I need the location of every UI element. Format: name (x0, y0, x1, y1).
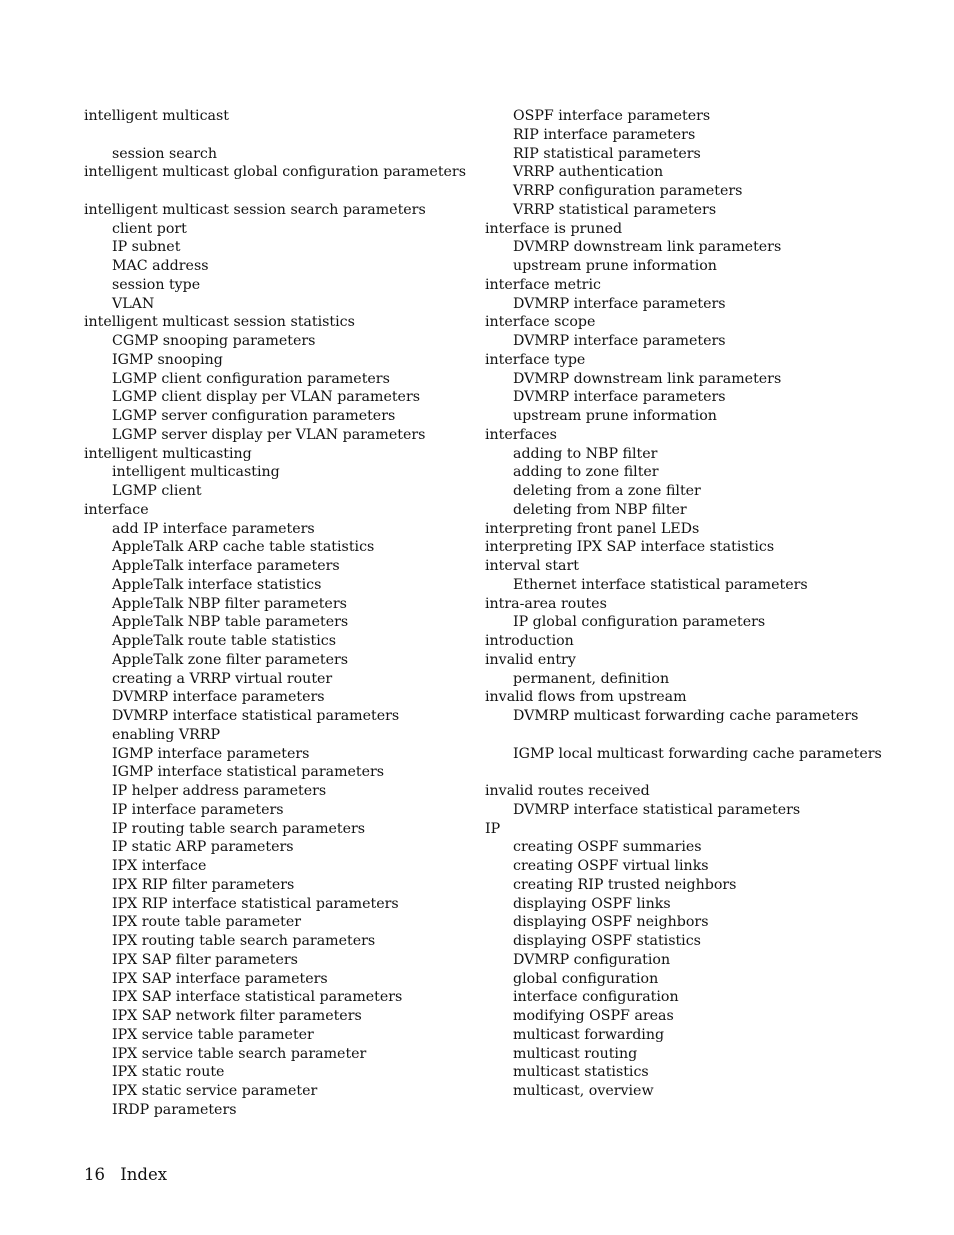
index-subentry: VRRP configuration parameters (513, 183, 743, 199)
index-subentry: RIP interface parameters (513, 126, 696, 143)
index-subentry: IRDP parameters (112, 1101, 237, 1118)
index-subentry: AppleTalk ARP cache table statistics (112, 539, 375, 556)
index-subentry: IPX RIP interface statistical parameters (112, 895, 399, 912)
index-subentry: IPX interface (112, 858, 207, 874)
index-subentry: AppleTalk interface statistics (112, 576, 322, 593)
index-subentry: displaying OSPF neighbors (513, 914, 709, 931)
index-subentry: IGMP interface statistical parameters (112, 764, 385, 781)
index-subentry: upstream prune information (513, 408, 717, 424)
index-subentry: IPX SAP filter parameters (112, 951, 298, 968)
index-subentry: IPX RIP filter parameters (112, 876, 295, 893)
index-subentry: LGMP client configuration parameters (112, 370, 390, 387)
index-subentry: LGMP client (112, 483, 202, 499)
index-entry: invalid entry (485, 651, 576, 668)
index-subentry: session search (112, 145, 217, 162)
index-subentry: modifying OSPF areas (513, 1008, 674, 1024)
blank-line (84, 182, 474, 201)
index-subentry: IP subnet (112, 239, 181, 256)
index-subentry: IP static ARP parameters (112, 839, 294, 856)
index-subentry: AppleTalk route table statistics (112, 633, 336, 649)
blank-line (485, 763, 925, 782)
index-subentry: IPX service table search parameter (112, 1045, 367, 1062)
page-number: 16 (84, 1165, 105, 1184)
index-subentry: DVMRP interface parameters (513, 389, 726, 406)
index-entry: interface metric (485, 276, 601, 293)
index-subentry: IGMP local multicast forwarding cache parameters (513, 745, 882, 762)
index-entry: interface type (485, 351, 586, 368)
page-footer (84, 1165, 167, 1184)
index-entry: invalid flows from upstream (485, 689, 687, 706)
index-entry: intelligent multicast (84, 108, 229, 124)
index-subentry: DVMRP downstream link parameters (513, 239, 782, 256)
index-subentry: DVMRP interface parameters (513, 295, 726, 312)
index-subentry: VLAN (112, 295, 155, 312)
index-subentry: permanent, definition (513, 670, 670, 687)
index-entry: IP (485, 820, 501, 837)
index-entry: intelligent multicast session statistics (84, 314, 355, 331)
index-column-left (84, 107, 474, 1120)
index-entry: intra-area routes (485, 595, 607, 612)
index-subentry: DVMRP interface statistical parameters (112, 708, 400, 724)
index-entry: intelligent multicast session search parameters (84, 201, 426, 218)
index-entry: interface scope (485, 314, 596, 331)
index-subentry: session type (112, 276, 201, 293)
index-entry: invalid routes received (485, 783, 650, 799)
index-subentry: LGMP server configuration parameters (112, 408, 396, 424)
index-subentry: RIP statistical parameters (513, 145, 701, 162)
index-subentry: AppleTalk NBP filter parameters (112, 595, 347, 612)
index-subentry: AppleTalk interface parameters (112, 558, 340, 574)
index-subentry: creating OSPF virtual links (513, 858, 709, 874)
index-entry: interface (84, 501, 149, 518)
index-subentry: CGMP snooping parameters (112, 333, 316, 349)
index-subentry: creating OSPF summaries (513, 839, 702, 856)
index-subentry: LGMP server display per VLAN parameters (112, 426, 426, 443)
index-entry: interval start (485, 558, 579, 574)
index-subentry: IGMP snooping (112, 351, 223, 368)
index-subentry: enabling VRRP (112, 726, 221, 743)
index-subentry: DVMRP interface parameters (112, 689, 325, 706)
index-subentry: Ethernet interface statistical parameters (513, 576, 808, 593)
index-entry: intelligent multicast global configuration parameters (84, 164, 466, 181)
index-subentry: DVMRP configuration (513, 951, 671, 968)
blank-line (485, 726, 925, 745)
index-subentry: DVMRP multicast forwarding cache parameters (513, 708, 859, 724)
index-subentry: adding to zone filter (513, 464, 659, 481)
index-subentry: IPX routing table search parameters (112, 933, 376, 949)
section-title: Index (120, 1165, 168, 1184)
index-subentry: IPX SAP network filter parameters (112, 1008, 362, 1024)
index-subentry: IP routing table search parameters (112, 820, 366, 837)
index-subentry: IP helper address parameters (112, 783, 327, 799)
index-subentry: multicast forwarding (513, 1026, 665, 1043)
index-subentry: AppleTalk zone filter parameters (112, 651, 349, 668)
index-subentry: IPX SAP interface parameters (112, 970, 328, 987)
index-subentry: DVMRP downstream link parameters (513, 370, 782, 387)
index-subentry: creating RIP trusted neighbors (513, 876, 737, 893)
index-subentry: multicast routing (513, 1045, 638, 1062)
index-entry: interpreting front panel LEDs (485, 520, 700, 537)
index-subentry: client port (112, 220, 187, 237)
index-subentry: deleting from NBP filter (513, 501, 687, 518)
index-subentry: VRRP statistical parameters (513, 201, 717, 218)
index-entry: interpreting IPX SAP interface statistics (485, 539, 775, 556)
index-subentry: multicast statistics (513, 1064, 649, 1081)
blank-line (84, 126, 474, 145)
index-subentry: upstream prune information (513, 258, 717, 274)
index-entry: intelligent multicasting (84, 445, 252, 462)
index-subentry: DVMRP interface parameters (513, 333, 726, 349)
index-subentry: IPX service table parameter (112, 1026, 314, 1043)
index-subentry: displaying OSPF statistics (513, 933, 701, 949)
index-subentry: LGMP client display per VLAN parameters (112, 389, 421, 406)
index-subentry: displaying OSPF links (513, 895, 671, 912)
index-subentry: DVMRP interface statistical parameters (513, 801, 801, 818)
index-subentry: intelligent multicasting (112, 464, 280, 481)
index-entry: introduction (485, 633, 574, 649)
index-subentry: OSPF interface parameters (513, 108, 711, 124)
index-subentry: IGMP interface parameters (112, 745, 310, 762)
index-subentry: VRRP authentication (513, 164, 664, 181)
index-subentry: deleting from a zone filter (513, 483, 701, 499)
index-subentry: add IP interface parameters (112, 520, 315, 537)
index-subentry: interface configuration (513, 989, 679, 1006)
index-column-right (485, 107, 925, 1101)
index-subentry: MAC address (112, 258, 209, 274)
index-entry: interfaces (485, 426, 557, 443)
index-subentry: adding to NBP filter (513, 445, 658, 462)
index-subentry: global configuration (513, 970, 659, 987)
index-subentry: IP interface parameters (112, 801, 284, 818)
index-subentry: creating a VRRP virtual router (112, 670, 333, 687)
index-subentry: IPX static route (112, 1064, 225, 1081)
index-subentry: IPX route table parameter (112, 914, 302, 931)
index-subentry: IPX static service parameter (112, 1083, 318, 1099)
index-subentry: AppleTalk NBP table parameters (112, 614, 349, 631)
index-subentry: multicast, overview (513, 1083, 654, 1099)
index-entry: interface is pruned (485, 220, 623, 237)
index-subentry: IP global configuration parameters (513, 614, 766, 631)
index-subentry: IPX SAP interface statistical parameters (112, 989, 403, 1006)
